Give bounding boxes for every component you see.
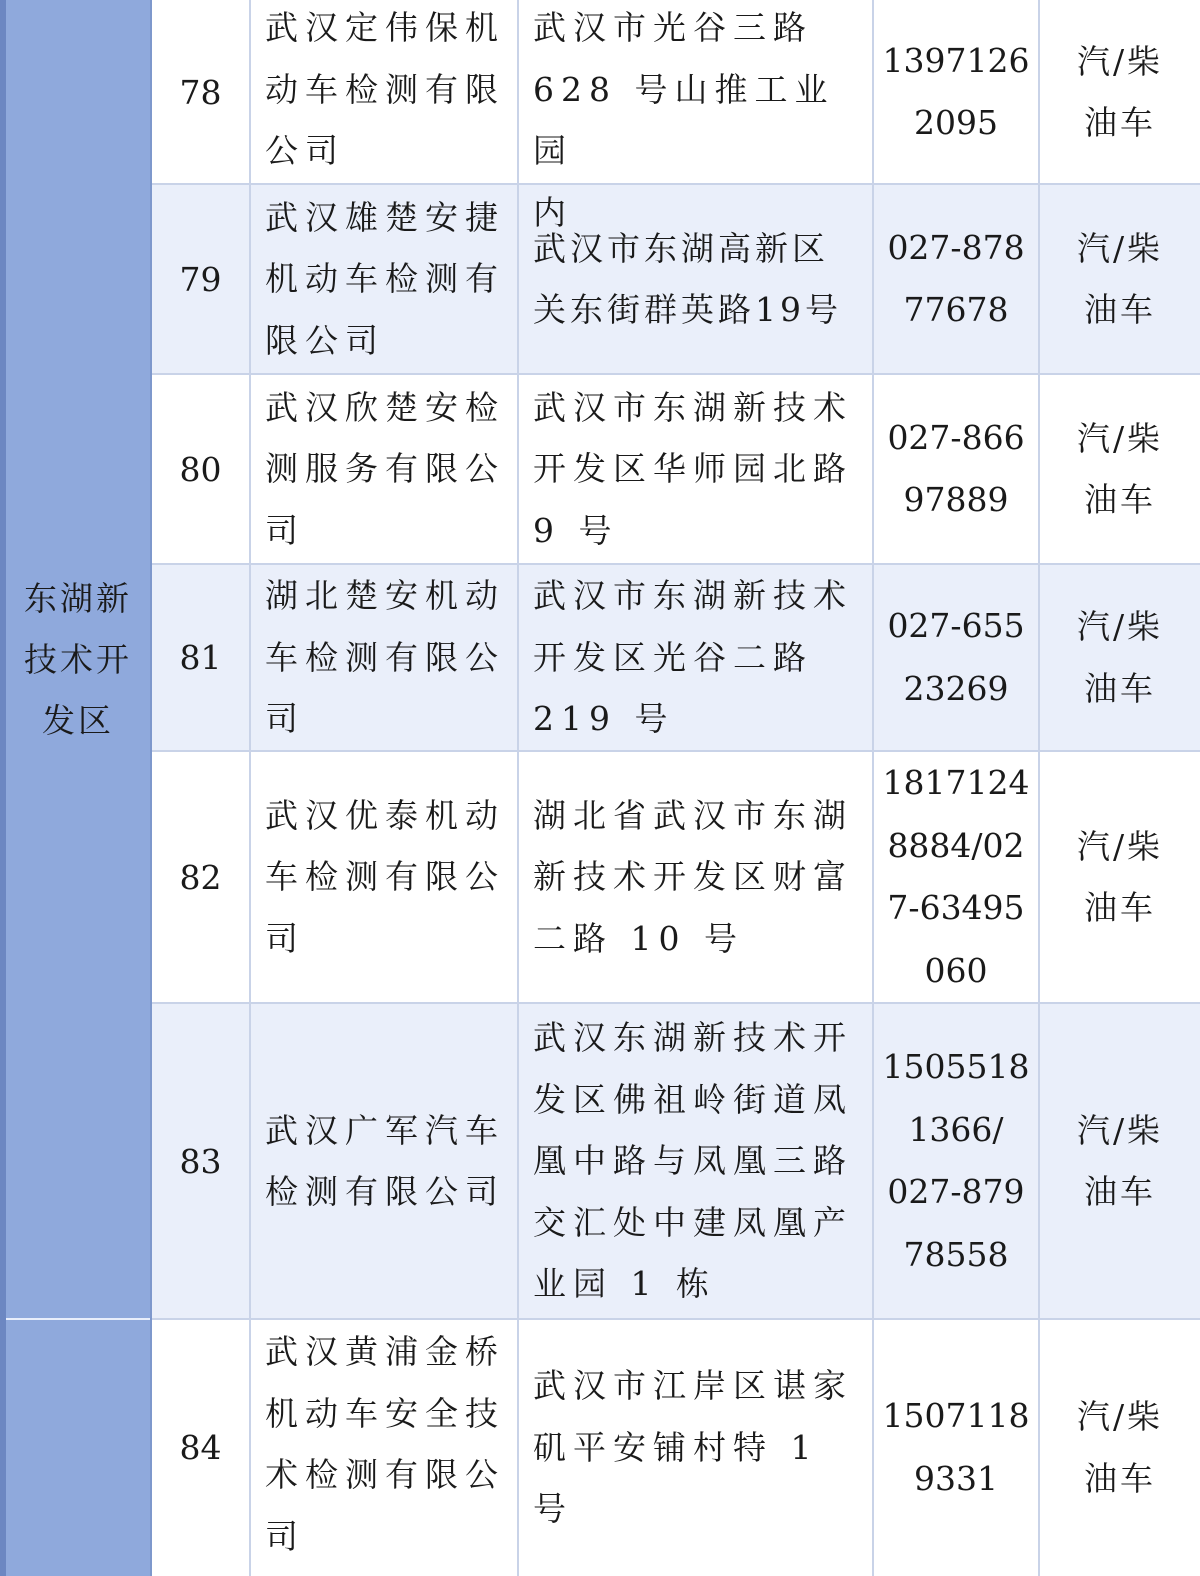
station-phone: 1507118 9331 xyxy=(882,1396,1030,1498)
vehicle-type: 汽/柴 油车 xyxy=(1076,826,1164,927)
row-number: 80 xyxy=(179,449,222,489)
row-number: 81 xyxy=(179,638,222,677)
station-address: 武汉市东湖新技术 开发区华师园北路 9 号 xyxy=(533,387,853,550)
station-name: 武汉定伟保机 动车检测有限 公司 xyxy=(265,8,505,170)
vehicle-type: 汽/柴 油车 xyxy=(1076,228,1164,329)
station-phone: 1505518 1366/ 027-879 78558 xyxy=(882,1047,1030,1274)
district-name: 东湖新 技术开 发区 xyxy=(24,579,132,740)
vehicle-type: 汽/柴 油车 xyxy=(1076,607,1164,708)
row-number: 82 xyxy=(179,857,222,897)
station-address: 湖北省武汉市东湖 新技术开发区财富 二路 10 号 xyxy=(533,795,853,958)
station-phone: 027-655 23269 xyxy=(887,606,1025,708)
row-number: 79 xyxy=(179,259,222,299)
vehicle-type: 汽/柴 油车 xyxy=(1076,1397,1164,1498)
station-name: 武汉雄楚安捷 机动车检测有 限公司 xyxy=(265,197,505,360)
district-divider xyxy=(6,1318,150,1320)
station-name: 湖北楚安机动 车检测有限公 司 xyxy=(265,576,505,739)
station-phone: 027-866 97889 xyxy=(887,417,1025,519)
vehicle-type: 汽/柴 油车 xyxy=(1076,41,1164,142)
station-name: 武汉欣楚安检 测服务有限公 司 xyxy=(265,387,505,550)
station-address: 武汉东湖新技术开 发区佛祖岭街道凤 凰中路与凤凰三路 交汇处中建凤凰产 业园 1 栋 xyxy=(533,1018,853,1304)
station-address: 武汉市光谷三路 628 号山推工业园 内 xyxy=(533,8,835,232)
station-phone: 1397126 2095 xyxy=(882,40,1030,142)
row-number: 84 xyxy=(179,1428,222,1467)
station-address: 武汉市东湖高新区 关东街群英路19号 xyxy=(533,228,842,329)
station-name: 武汉优泰机动 车检测有限公 司 xyxy=(265,795,505,958)
station-address: 武汉市东湖新技术 开发区光谷二路 219 号 xyxy=(533,576,853,739)
row-number: 78 xyxy=(179,72,222,112)
station-phone: 1817124 8884/02 7-63495 060 xyxy=(882,763,1030,990)
district-cell xyxy=(6,0,152,1319)
vehicle-type: 汽/柴 油车 xyxy=(1076,418,1164,519)
station-phone: 027-878 77678 xyxy=(887,227,1025,329)
vehicle-type: 汽/柴 油车 xyxy=(1076,1110,1164,1211)
district-cell-next xyxy=(6,1319,152,1576)
row-number: 83 xyxy=(179,1141,222,1181)
station-name: 武汉黄浦金桥 机动车安全技 术检测有限公 司 xyxy=(265,1332,505,1556)
station-address: 武汉市江岸区谌家 矶平安铺村特 1 号 xyxy=(533,1366,853,1529)
station-name: 武汉广军汽车 检测有限公司 xyxy=(265,1110,505,1211)
